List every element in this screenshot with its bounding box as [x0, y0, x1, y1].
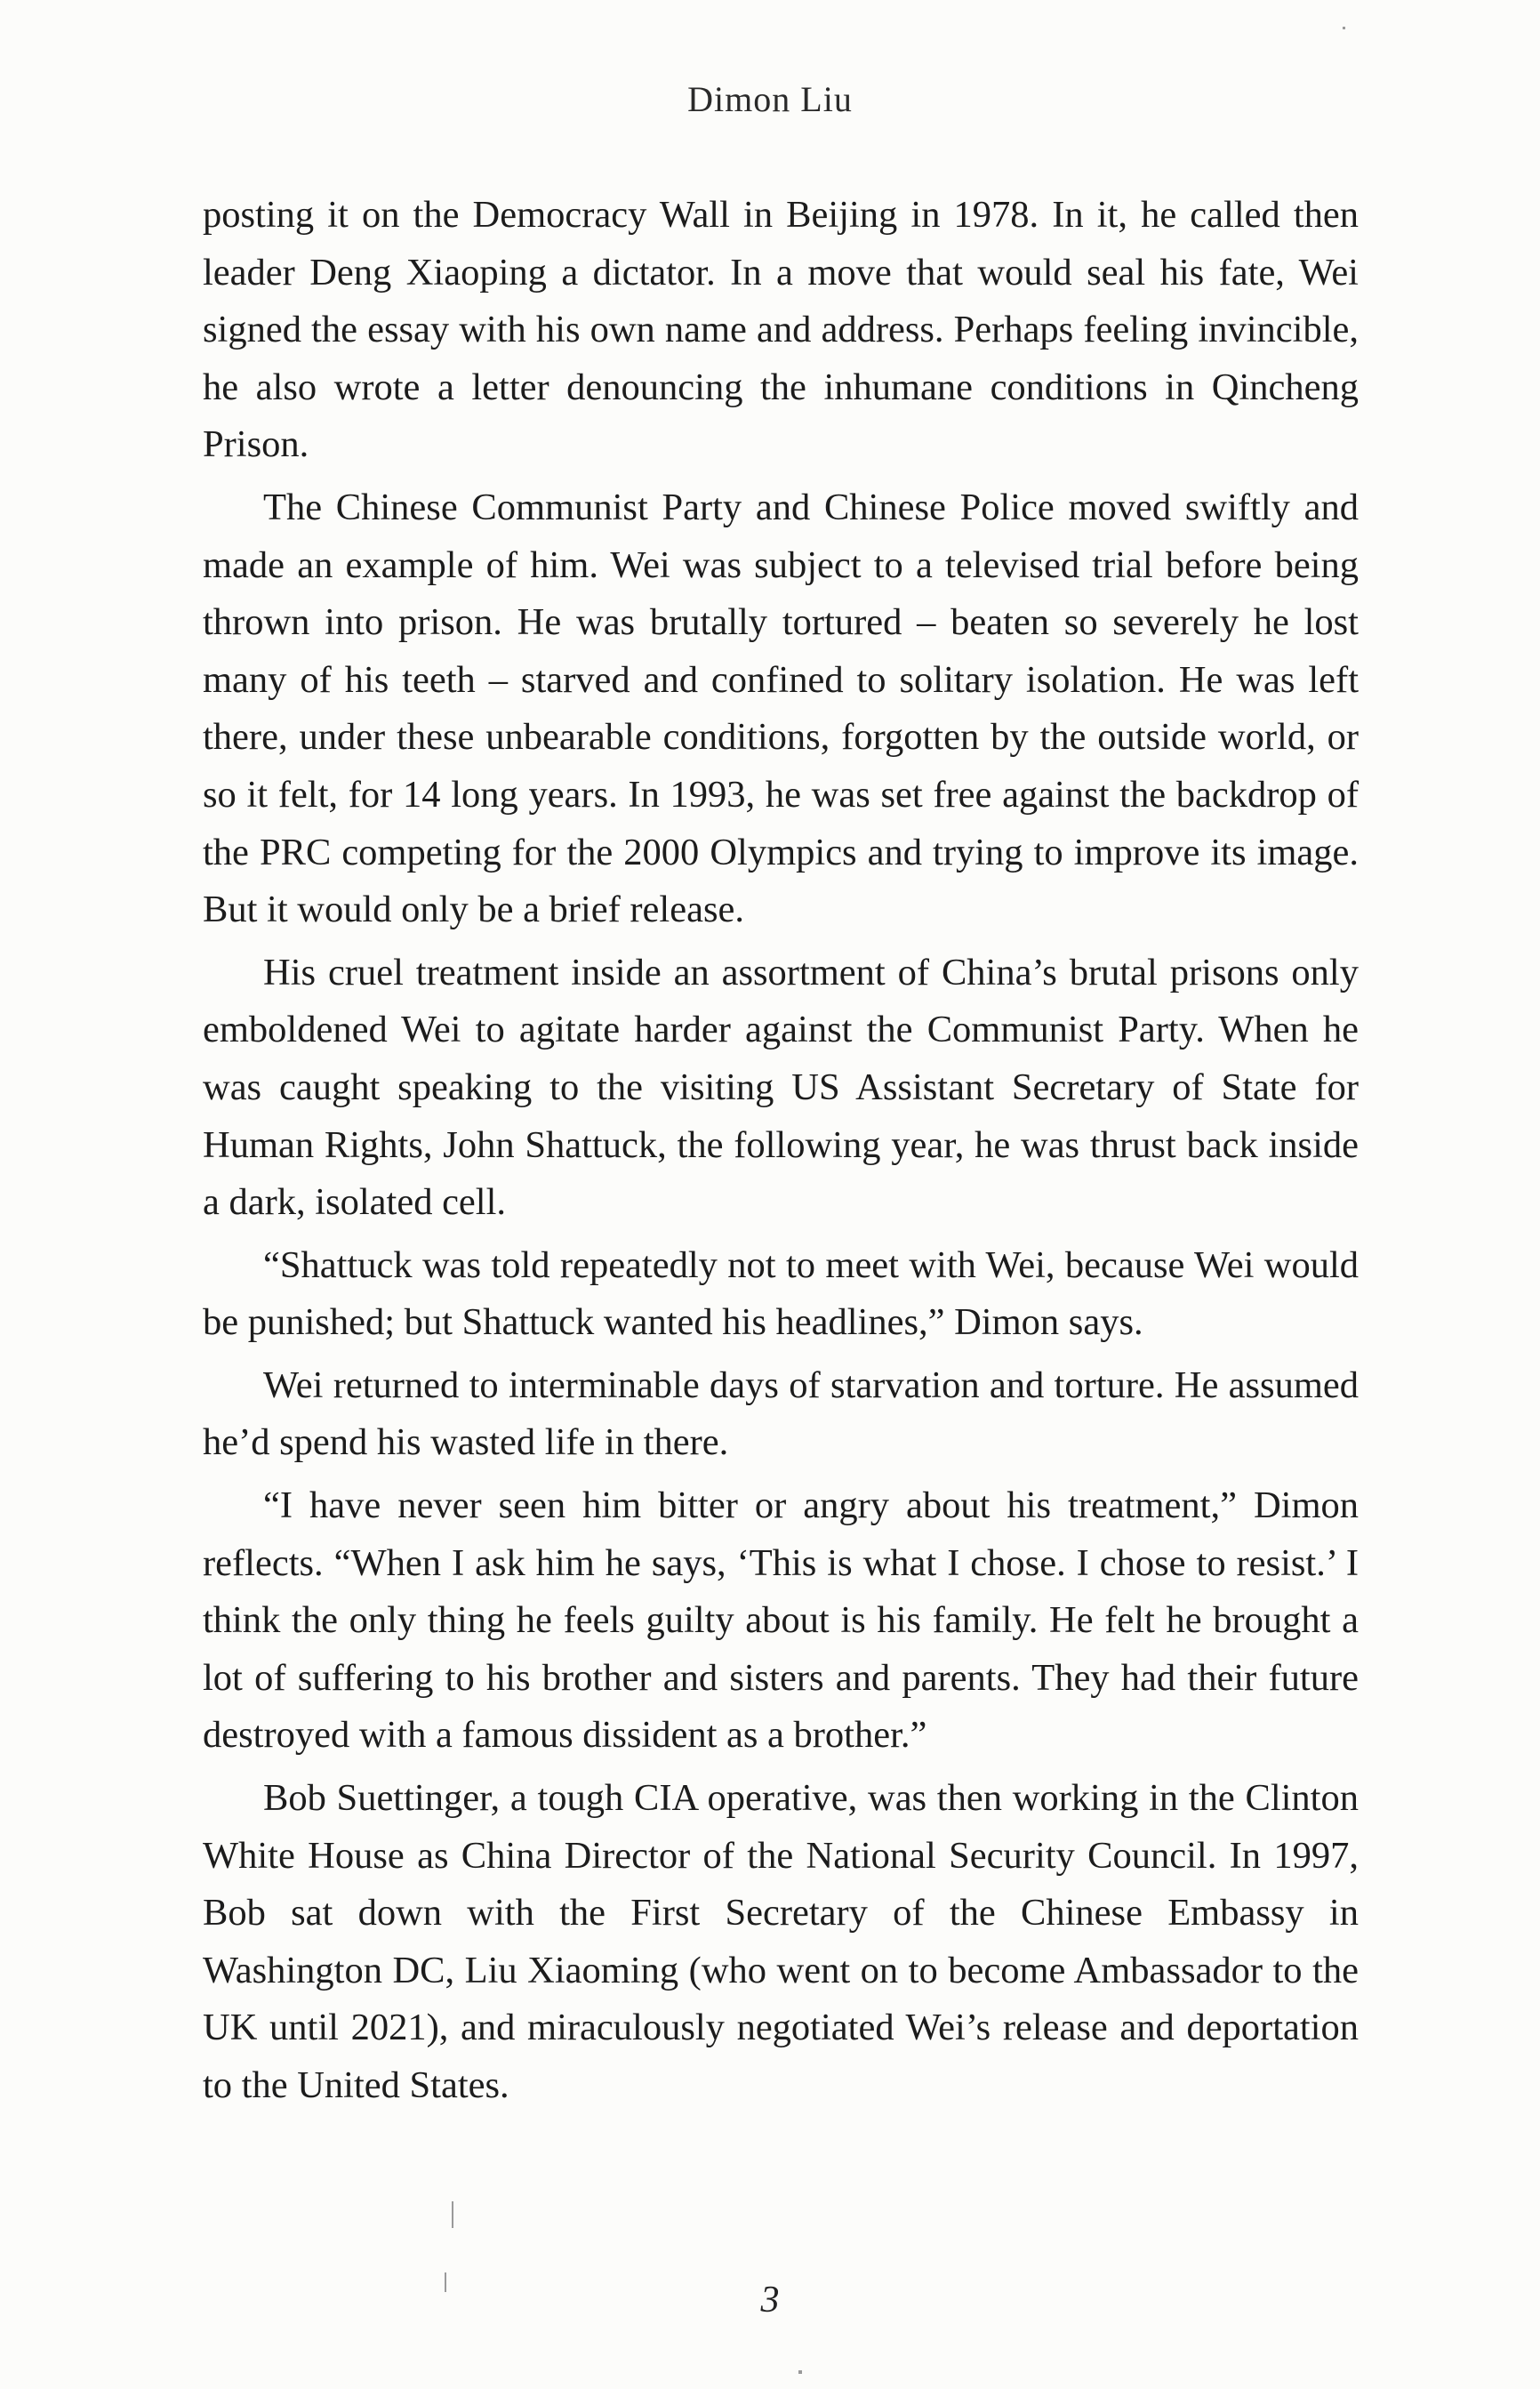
paragraph: “Shattuck was told repeatedly not to meet with Wei, because Wei would be punished; but Shattuck wanted his headlines,” Dimon says. — [203, 1243, 1359, 1344]
paragraph: “I have never seen him bitter or angry about his treatment,” Dimon reflects. “When I ask him he says, ‘This is what I chose. I chose to resist.’ I think the only thing he feels guilty about is his family. He felt he brought a lot of suffering to his brother and sisters and parents. They had their future destroyed with a famous dissident as a brother.” — [203, 1484, 1359, 1757]
paragraph: Wei returned to interminable days of starvation and torture. He assumed he’d spend his wasted life in there. — [203, 1363, 1359, 1464]
scan-mark — [798, 2370, 802, 2374]
paragraph: Bob Suettinger, a tough CIA operative, was then working in the Clinton White House as China Director of the National Security Council. In 1997, Bob sat down with the First Secretary of the Chinese Embassy in Washington DC, Liu Xiaoming (who went on to become Ambassador to the UK until 2021), and miraculously negotiated Wei’s release and deportation to the United States. — [203, 1777, 1359, 2106]
scan-mark — [1343, 27, 1345, 29]
body-text — [203, 187, 1359, 2120]
running-header: Dimon Liu — [687, 79, 853, 119]
page-number: 3 — [760, 2280, 780, 2321]
paragraph: posting it on the Democracy Wall in Beijing in 1978. In it, he called then leader Deng Xiaoping a dictator. In a move that would seal his fate, Wei signed the essay with his own name and address. Perhaps feeling invincible, he also wrote a letter denouncing the inhumane conditions in Qincheng Prison. — [203, 194, 1359, 466]
paragraph: The Chinese Communist Party and Chinese Police moved swiftly and made an example of him. Wei was subject to a televised trial before being thrown into prison. He was brutally tortured – beaten so severely he lost many of his teeth – starved and confined to solitary isolation. He was left there, under these unbearable conditions, forgotten by the outside world, or so it felt, for 14 long years. In 1993, he was set free against the backdrop of the PRC competing for the 2000 Olympics and trying to improve its image. But it would only be a brief release. — [203, 486, 1359, 931]
scan-mark — [452, 2201, 453, 2228]
paragraph: His cruel treatment inside an assortment of China’s brutal prisons only emboldened Wei to agitate harder against the Communist Party. When he was caught speaking to the visiting US Assistant Secretary of State for Human Rights, John Shattuck, the following year, he was thrust back inside a dark, isolated cell. — [203, 951, 1359, 1224]
